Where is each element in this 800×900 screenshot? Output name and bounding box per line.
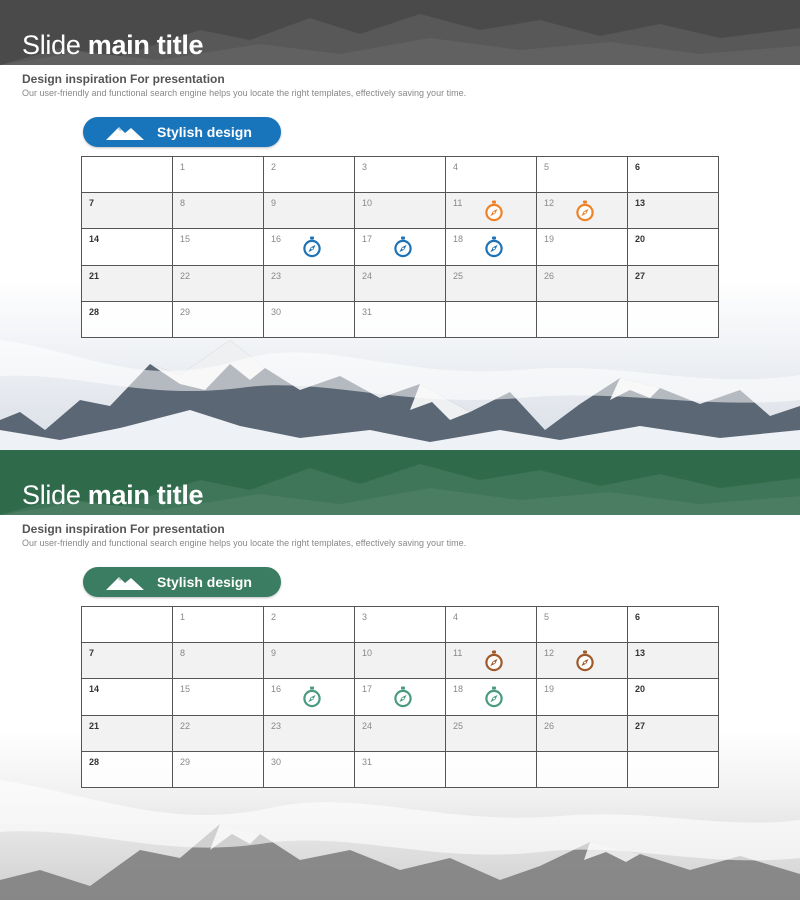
calendar-day-cell: [173, 193, 264, 229]
day-number: 25: [453, 270, 464, 281]
calendar-week-row: [82, 643, 719, 679]
calendar-week-row: [82, 751, 719, 787]
calendar-day-cell: [173, 265, 264, 301]
day-number: 23: [271, 270, 282, 281]
day-number: 11: [453, 648, 463, 659]
slide-2: [0, 450, 800, 900]
calendar-day-cell: [628, 301, 719, 337]
calendar-day-cell: [355, 715, 446, 751]
day-number: 13: [635, 198, 646, 209]
mountain-icon: [105, 123, 145, 141]
day-number: 22: [180, 270, 191, 281]
calendar-day-cell: [264, 229, 355, 265]
calendar-day-cell: [264, 715, 355, 751]
calendar-day-cell: [82, 607, 173, 643]
day-number: 9: [271, 198, 277, 209]
day-number: 19: [544, 684, 555, 695]
day-number: 26: [544, 720, 555, 731]
day-number: 22: [180, 720, 191, 731]
day-number: 27: [635, 720, 646, 731]
calendar-day-cell: [537, 751, 628, 787]
slide-header: [0, 450, 800, 515]
calendar-day-cell: [82, 301, 173, 337]
calendar-day-cell: [446, 715, 537, 751]
day-number: 27: [635, 270, 646, 281]
calendar-day-cell: [82, 751, 173, 787]
day-number: 12: [544, 648, 555, 659]
day-number: 1: [180, 612, 186, 622]
page-title: Slide main title: [22, 30, 204, 60]
day-number: 6: [635, 162, 641, 172]
calendar-day-cell: [628, 679, 719, 715]
calendar-day-cell: [355, 751, 446, 787]
calendar-day-cell: [355, 301, 446, 337]
compass-icon: [393, 686, 413, 708]
button-label: Stylish design: [157, 574, 252, 590]
calendar-day-cell: [446, 679, 537, 715]
day-number: 20: [635, 684, 646, 695]
calendar-day-cell: [82, 229, 173, 265]
calendar-day-cell: [173, 607, 264, 643]
compass-icon: [302, 686, 322, 708]
day-number: 31: [362, 306, 373, 317]
mountain-icon: [105, 573, 145, 591]
calendar-day-cell: [537, 301, 628, 337]
day-number: 29: [180, 306, 191, 317]
calendar-day-cell: [446, 265, 537, 301]
compass-icon: [484, 200, 504, 222]
day-number: 8: [180, 198, 186, 209]
calendar-day-cell: [537, 265, 628, 301]
button-label: Stylish design: [157, 124, 252, 140]
calendar-table: [81, 156, 719, 338]
day-number: 3: [362, 162, 368, 172]
calendar-day-cell: [537, 193, 628, 229]
calendar-week-row: [82, 193, 719, 229]
day-number: 7: [89, 198, 95, 209]
calendar-day-cell: [355, 193, 446, 229]
stylish-design-button[interactable]: [83, 117, 281, 147]
day-number: 24: [362, 720, 373, 731]
calendar-day-cell: [446, 229, 537, 265]
day-number: 16: [271, 684, 282, 695]
calendar-day-cell: [355, 265, 446, 301]
day-number: 26: [544, 270, 555, 281]
day-number: 5: [544, 162, 550, 172]
subtitle: Design inspiration For presentation: [22, 72, 225, 86]
calendar-day-cell: [173, 301, 264, 337]
day-number: 4: [453, 162, 459, 172]
calendar-day-cell: [173, 229, 264, 265]
calendar-body: [82, 607, 719, 788]
calendar-day-cell: [628, 157, 719, 193]
day-number: 28: [89, 756, 100, 767]
calendar-day-cell: [446, 157, 537, 193]
day-number: 24: [362, 270, 373, 281]
day-number: 1: [180, 162, 186, 172]
calendar-day-cell: [264, 751, 355, 787]
day-number: 14: [89, 684, 100, 695]
calendar-day-cell: [82, 643, 173, 679]
day-number: 15: [180, 684, 191, 695]
calendar-week-row: [82, 607, 719, 643]
calendar-day-cell: [173, 715, 264, 751]
day-number: 21: [89, 270, 100, 281]
calendar-day-cell: [446, 643, 537, 679]
calendar-day-cell: [173, 157, 264, 193]
description: Our user-friendly and functional search engine helps you locate the right templates, effectively saving your time.: [22, 538, 467, 548]
calendar-week-row: [82, 679, 719, 715]
compass-icon: [484, 686, 504, 708]
calendar-day-cell: [537, 679, 628, 715]
calendar-day-cell: [628, 643, 719, 679]
calendar-day-cell: [446, 607, 537, 643]
day-number: 16: [271, 234, 282, 245]
day-number: 23: [271, 720, 282, 731]
calendar-day-cell: [355, 229, 446, 265]
calendar-day-cell: [82, 193, 173, 229]
day-number: 17: [362, 234, 373, 245]
day-number: 18: [453, 684, 464, 695]
calendar-day-cell: [82, 265, 173, 301]
calendar-body: [82, 157, 719, 338]
day-number: 19: [544, 234, 555, 245]
calendar-day-cell: [628, 265, 719, 301]
calendar-day-cell: [264, 157, 355, 193]
calendar-day-cell: [173, 751, 264, 787]
day-number: 14: [89, 234, 100, 245]
day-number: 10: [362, 198, 373, 209]
day-number: 20: [635, 234, 646, 245]
compass-icon: [302, 236, 322, 258]
calendar-day-cell: [264, 679, 355, 715]
calendar-day-cell: [264, 643, 355, 679]
calendar-day-cell: [264, 265, 355, 301]
day-number: 30: [271, 306, 282, 317]
day-number: 13: [635, 648, 646, 659]
day-number: 12: [544, 198, 555, 209]
day-number: 10: [362, 648, 373, 659]
calendar-week-row: [82, 157, 719, 193]
calendar-day-cell: [355, 157, 446, 193]
calendar-day-cell: [173, 643, 264, 679]
day-number: 2: [271, 612, 277, 622]
calendar-day-cell: [82, 157, 173, 193]
day-number: 4: [453, 612, 459, 622]
calendar-day-cell: [537, 157, 628, 193]
calendar-day-cell: [446, 193, 537, 229]
calendar-day-cell: [628, 607, 719, 643]
calendar-day-cell: [82, 679, 173, 715]
day-number: 31: [362, 756, 373, 767]
day-number: 21: [89, 720, 100, 731]
calendar-day-cell: [628, 193, 719, 229]
day-number: 15: [180, 234, 191, 245]
calendar-day-cell: [355, 679, 446, 715]
calendar-day-cell: [355, 607, 446, 643]
calendar-day-cell: [446, 301, 537, 337]
calendar-day-cell: [264, 301, 355, 337]
calendar-day-cell: [355, 643, 446, 679]
calendar-day-cell: [264, 607, 355, 643]
day-number: 11: [453, 198, 463, 209]
compass-icon: [575, 200, 595, 222]
calendar-day-cell: [82, 715, 173, 751]
compass-icon: [484, 236, 504, 258]
page-title: Slide main title: [22, 480, 204, 510]
calendar-week-row: [82, 229, 719, 265]
day-number: 9: [271, 648, 277, 659]
slide-header: [0, 0, 800, 65]
compass-icon: [484, 650, 504, 672]
calendar-day-cell: [446, 751, 537, 787]
day-number: 5: [544, 612, 550, 622]
calendar-week-row: [82, 265, 719, 301]
day-number: 29: [180, 756, 191, 767]
calendar-week-row: [82, 715, 719, 751]
calendar-week-row: [82, 301, 719, 337]
calendar-day-cell: [264, 193, 355, 229]
day-number: 2: [271, 162, 277, 172]
day-number: 8: [180, 648, 186, 659]
calendar-day-cell: [537, 229, 628, 265]
calendar-day-cell: [173, 679, 264, 715]
calendar-day-cell: [628, 715, 719, 751]
stylish-design-button[interactable]: [83, 567, 281, 597]
compass-icon: [393, 236, 413, 258]
day-number: 7: [89, 648, 95, 659]
calendar-day-cell: [537, 643, 628, 679]
day-number: 3: [362, 612, 368, 622]
description: Our user-friendly and functional search engine helps you locate the right templates, effectively saving your time.: [22, 88, 467, 98]
day-number: 18: [453, 234, 464, 245]
calendar-day-cell: [537, 715, 628, 751]
calendar-day-cell: [628, 751, 719, 787]
compass-icon: [575, 650, 595, 672]
calendar-day-cell: [537, 607, 628, 643]
calendar-day-cell: [628, 229, 719, 265]
day-number: 25: [453, 720, 464, 731]
calendar-table: [81, 606, 719, 788]
day-number: 28: [89, 306, 100, 317]
subtitle: Design inspiration For presentation: [22, 522, 225, 536]
day-number: 30: [271, 756, 282, 767]
day-number: 17: [362, 684, 373, 695]
day-number: 6: [635, 612, 641, 622]
